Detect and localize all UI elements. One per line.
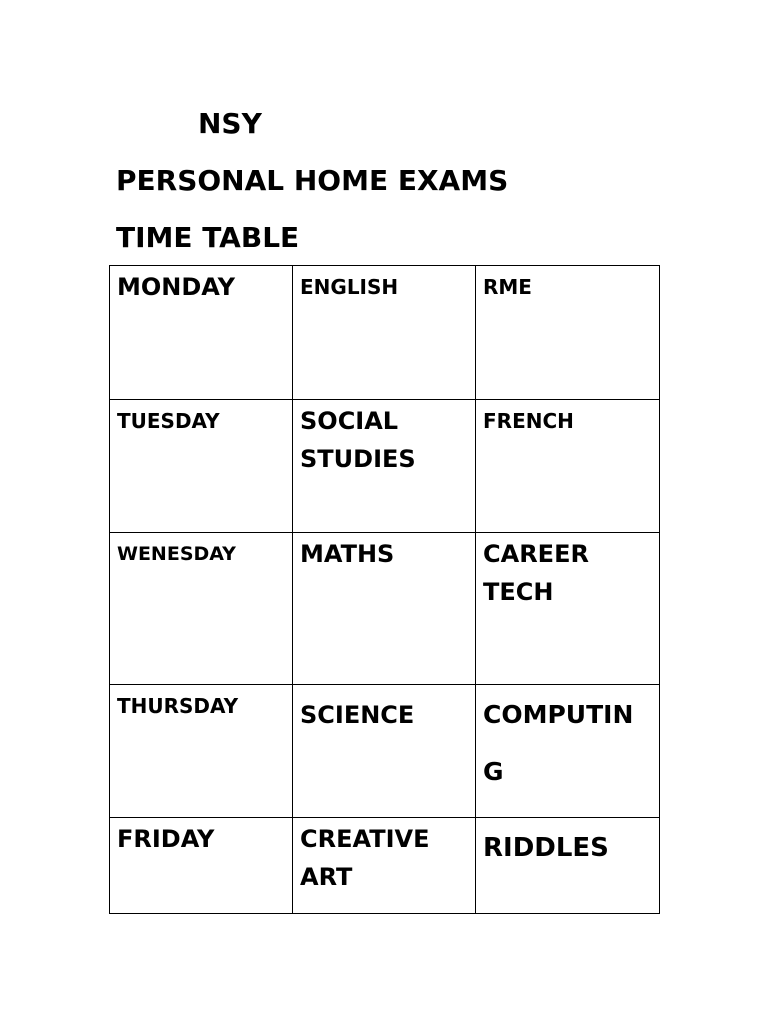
subject-cell xyxy=(293,266,476,400)
day-cell xyxy=(110,533,293,685)
subject-cell xyxy=(293,400,476,533)
day-label: TUESDAY xyxy=(117,409,220,433)
subject-cell xyxy=(476,266,660,400)
subject-label: RIDDLES xyxy=(483,833,609,863)
table-row xyxy=(110,533,660,685)
day-label: MONDAY xyxy=(117,273,235,301)
subject-cell xyxy=(293,685,476,818)
table-row xyxy=(110,685,660,818)
timetable xyxy=(109,265,660,914)
day-label: THURSDAY xyxy=(117,694,239,718)
subject-cell xyxy=(476,533,660,685)
subject-label: CAREER TECH xyxy=(483,540,589,606)
subject-label: CREATIVE ART xyxy=(300,825,430,891)
subject-label: SCIENCE xyxy=(300,701,415,729)
subject-label: FRENCH xyxy=(483,409,574,433)
subject-cell xyxy=(293,818,476,914)
subject-label: COMPUTIN G xyxy=(483,700,634,786)
table-row xyxy=(110,266,660,400)
day-cell xyxy=(110,685,293,818)
table-row xyxy=(110,400,660,533)
subject-label: SOCIAL STUDIES xyxy=(300,407,416,473)
day-label: FRIDAY xyxy=(117,825,215,853)
subject-cell xyxy=(293,533,476,685)
subject-cell xyxy=(476,818,660,914)
subject-label: MATHS xyxy=(300,540,395,568)
subject-label: RME xyxy=(483,275,532,299)
document-title: PERSONAL HOME EXAMS xyxy=(116,164,509,197)
org-name: NSY xyxy=(198,107,262,140)
document-subtitle: TIME TABLE xyxy=(116,221,300,254)
day-cell xyxy=(110,266,293,400)
table-row xyxy=(110,818,660,914)
day-cell xyxy=(110,400,293,533)
subject-cell xyxy=(476,400,660,533)
day-label: WENESDAY xyxy=(117,543,236,565)
subject-label: ENGLISH xyxy=(300,275,399,299)
subject-cell xyxy=(476,685,660,818)
day-cell xyxy=(110,818,293,914)
